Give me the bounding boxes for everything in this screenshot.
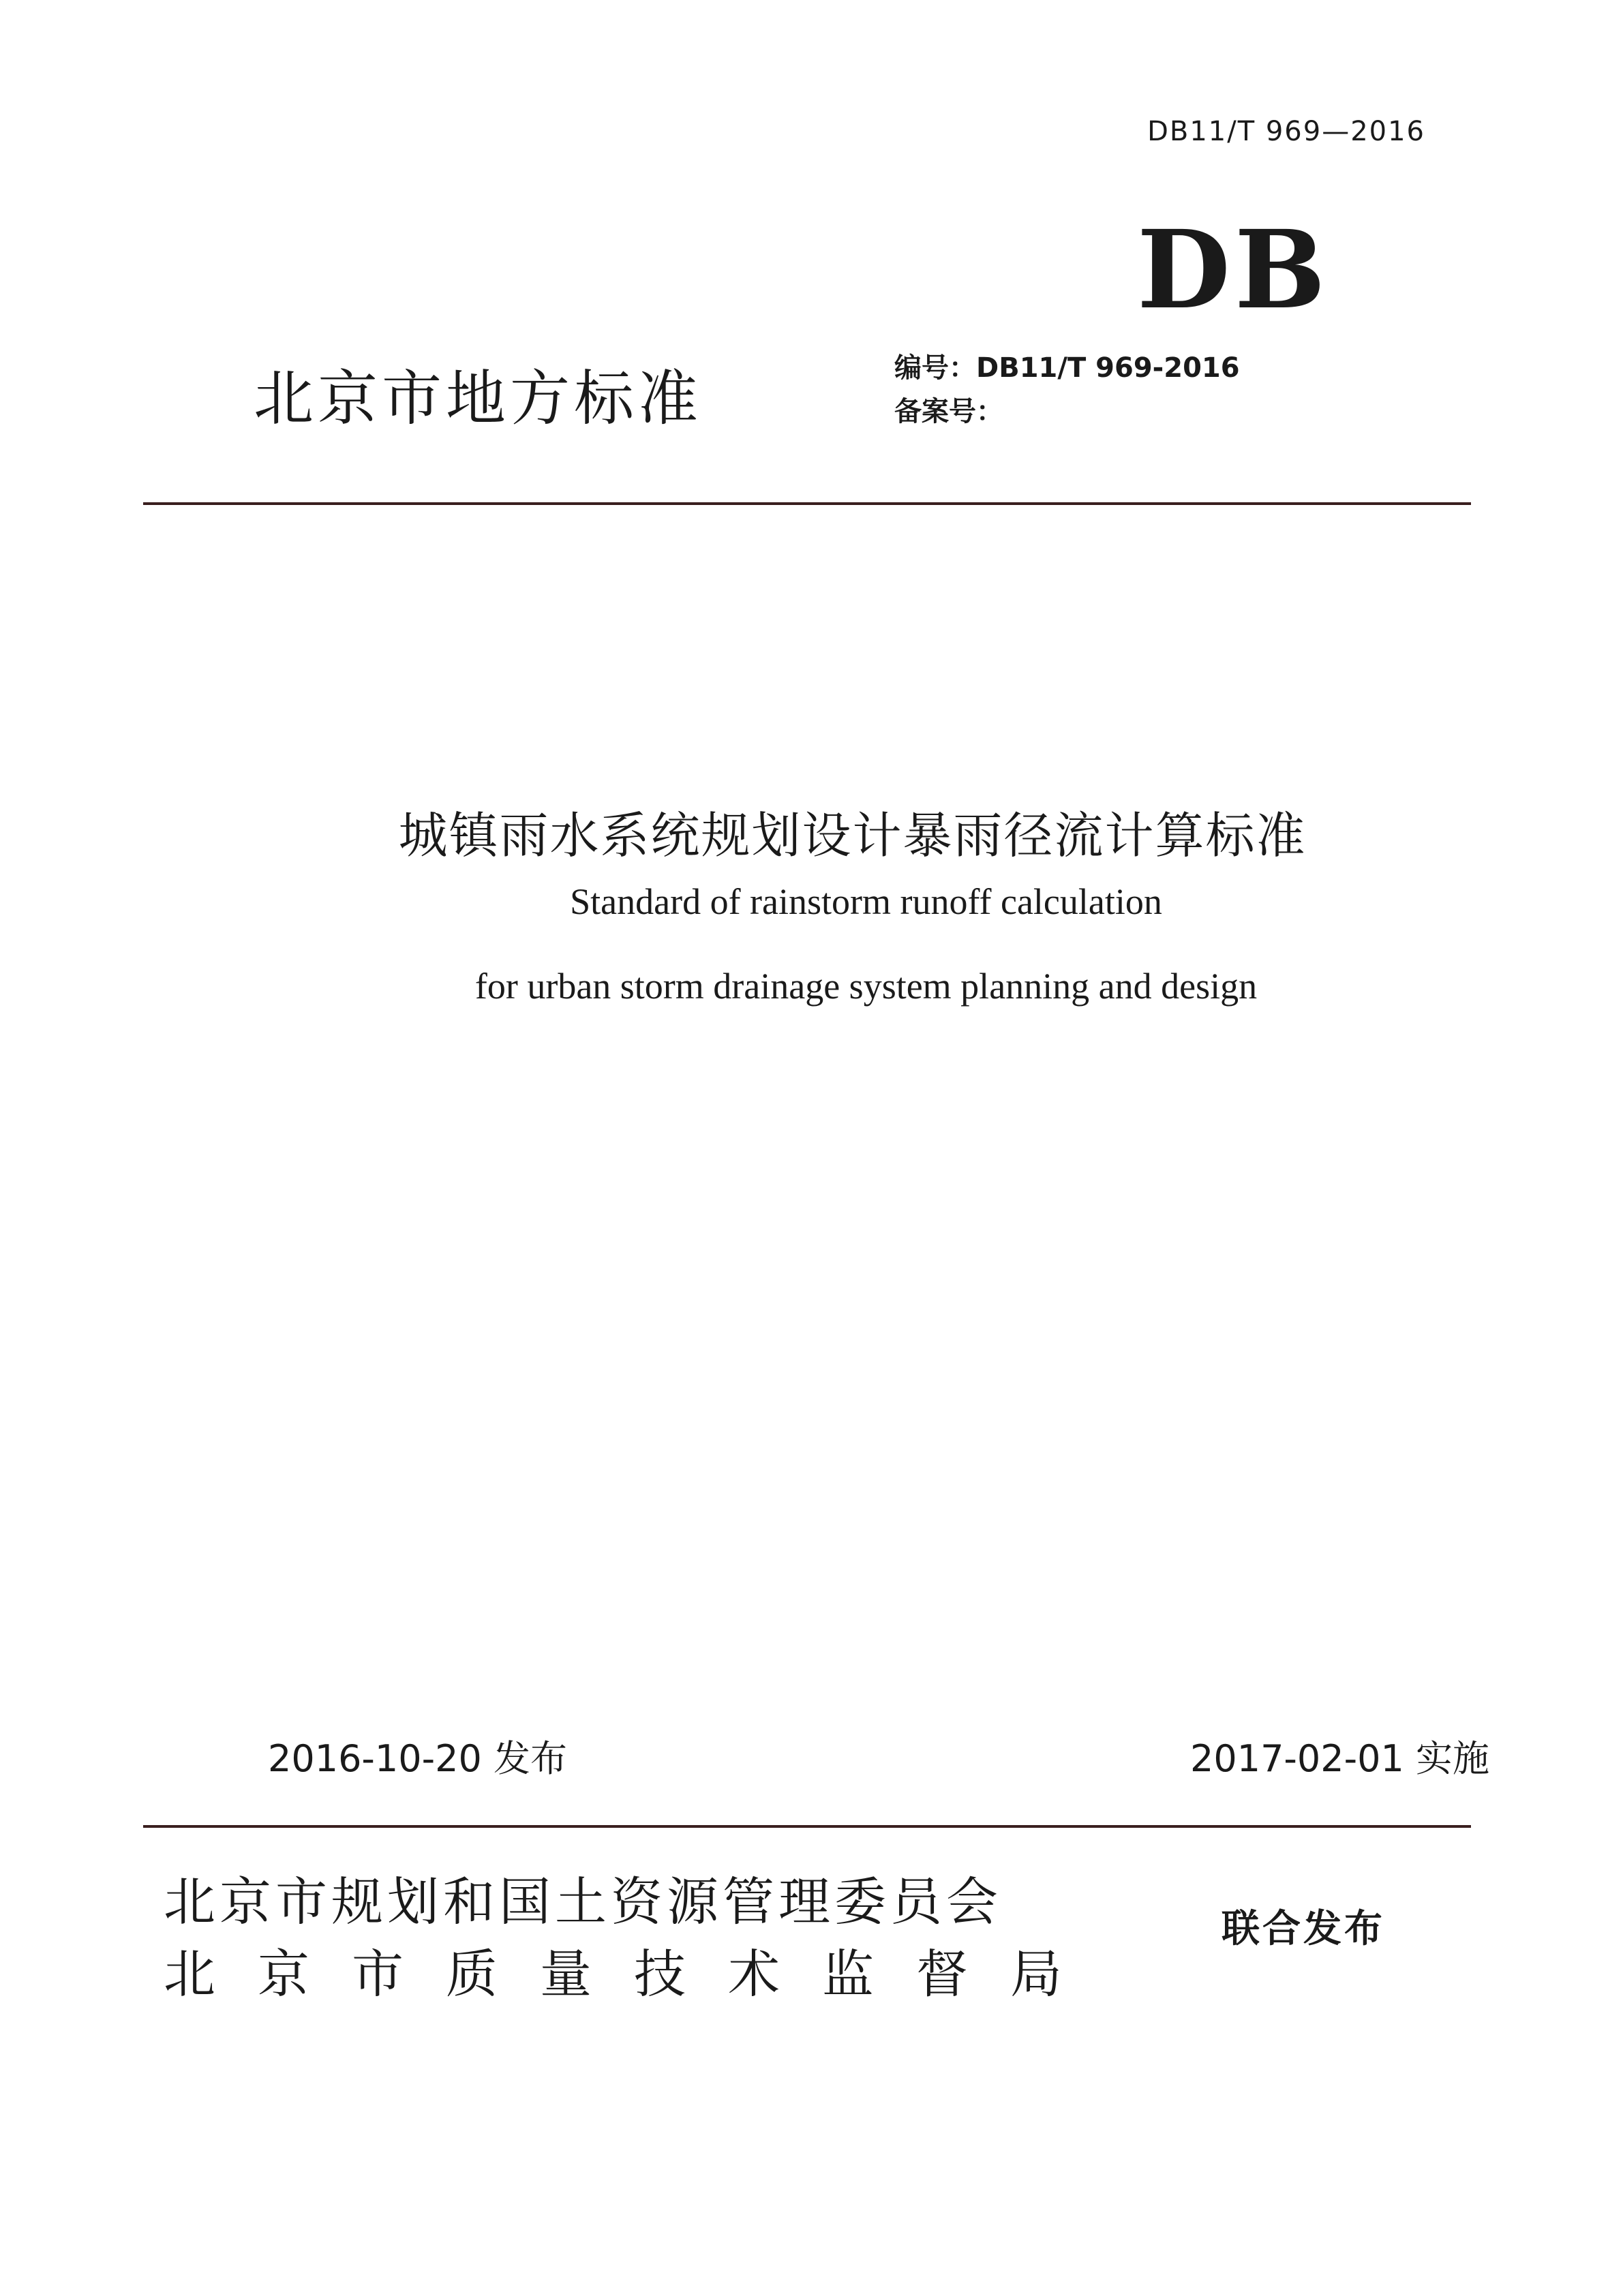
document-title-cn: 城镇雨水系统规划设计暴雨径流计算标准 [398, 807, 1307, 864]
db-logo: DB [1137, 207, 1330, 333]
document-title-en-line2: for urban storm drainage system planning and design [474, 966, 1258, 1007]
document-title-en-line1: Standard of rainstorm runoff calculation [570, 881, 1162, 922]
issue-date: 2016-10-20 发布 [268, 1737, 567, 1780]
issuer-organization-2: 北京市质量技术监督局 [164, 1944, 1104, 2004]
issuer-organization-1: 北京市规划和国土资源管理委员会 [164, 1871, 1002, 1932]
record-number: 备案号： [894, 396, 1003, 427]
standard-number: 编号：DB11/T 969-2016 [894, 352, 1240, 384]
joint-release-label: 联合发布 [1222, 1907, 1385, 1951]
standard-category: 北京市地方标准 [254, 363, 703, 433]
standard-meta [894, 346, 1240, 433]
top-divider [143, 502, 1471, 505]
bottom-divider [143, 1825, 1471, 1828]
standard-code: DB11/T 969—2016 [1147, 116, 1425, 147]
effective-date: 2017-02-01 实施 [1190, 1737, 1489, 1780]
